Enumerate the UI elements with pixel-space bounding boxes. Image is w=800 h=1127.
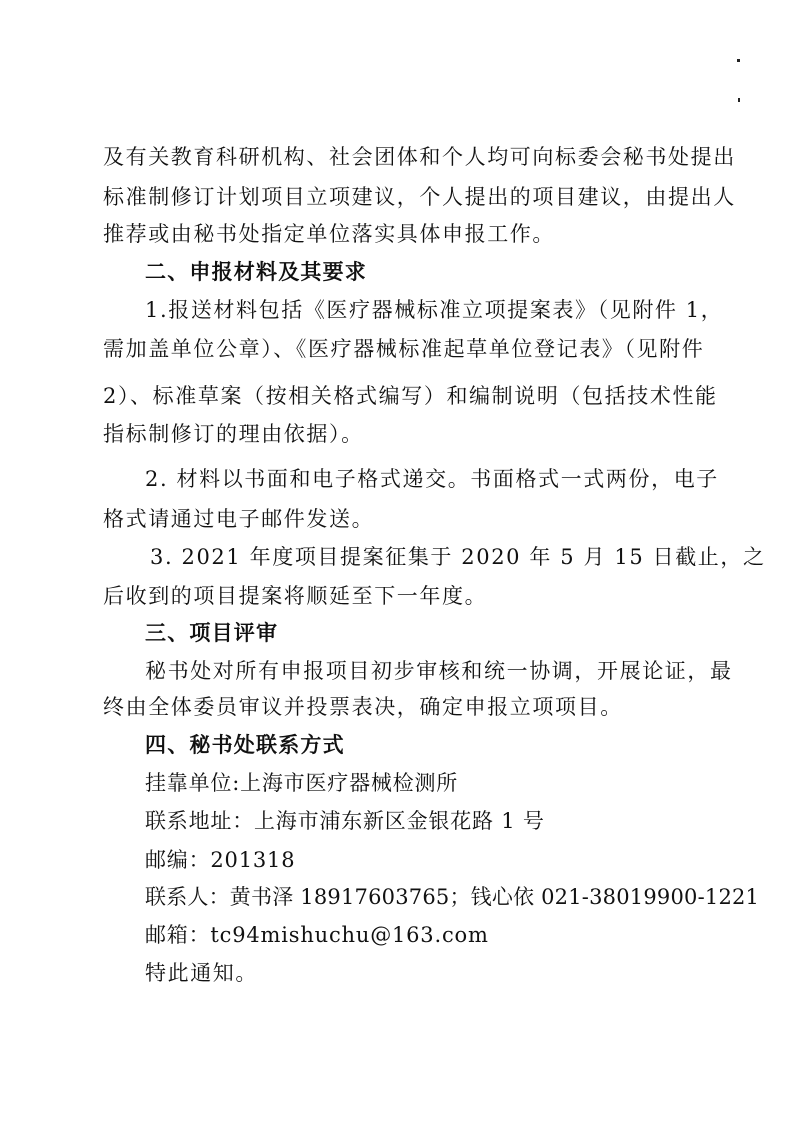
scan-speck-2 xyxy=(738,98,740,102)
contact-address: 联系地址：上海市浦东新区金银花路 1 号 xyxy=(145,809,545,833)
paragraph-1-line-2: 标准制修订计划项目立项建议，个人提出的项目建议，由提出人 xyxy=(103,185,736,209)
section-3-body-line-2: 终由全体委员审议并投票表决，确定申报立项项目。 xyxy=(103,695,623,719)
item-3-line-2: 后收到的项目提案将顺延至下一年度。 xyxy=(103,584,488,608)
section-2-heading: 二、申报材料及其要求 xyxy=(145,260,367,284)
contact-email: 邮箱：tc94mishuchu@163.com xyxy=(145,923,489,947)
closing-notice: 特此通知。 xyxy=(145,961,258,985)
section-3-body-line-1: 秘书处对所有申报项目初步审核和统一协调，开展论证，最 xyxy=(145,659,733,683)
contact-persons: 联系人：黄书泽 18917603765；钱心依 021-38019900-1221 xyxy=(145,885,760,909)
item-1-line-3: 2）、标准草案（按相关格式编写）和编制说明（包括技术性能 xyxy=(103,384,718,408)
item-1-line-1: 1.报送材料包括《医疗器械标准立项提案表》（见附件 1， xyxy=(145,298,724,322)
host-unit: 挂靠单位:上海市医疗器械检测所 xyxy=(145,771,459,795)
item-1-line-4: 指标制修订的理由依据）。 xyxy=(103,422,364,446)
scan-speck-1 xyxy=(737,59,740,62)
item-2-line-2: 格式请通过电子邮件发送。 xyxy=(103,507,375,531)
section-4-heading: 四、秘书处联系方式 xyxy=(145,733,345,757)
postcode: 邮编：201318 xyxy=(145,848,296,872)
section-3-heading: 三、项目评审 xyxy=(145,621,279,645)
item-1-line-2: 需加盖单位公章）、《医疗器械标准起草单位登记表》（见附件 xyxy=(103,337,705,361)
paragraph-1-line-3: 推荐或由秘书处指定单位落实具体申报工作。 xyxy=(103,222,555,246)
item-2-line-1: 2. 材料以书面和电子格式递交。书面格式一式两份，电子 xyxy=(145,467,719,491)
paragraph-1-line-1: 及有关教育科研机构、社会团体和个人均可向标委会秘书处提出 xyxy=(103,145,736,169)
item-3-line-1: 3. 2021 年度项目提案征集于 2020 年 5 月 15 日截止，之 xyxy=(150,545,766,569)
